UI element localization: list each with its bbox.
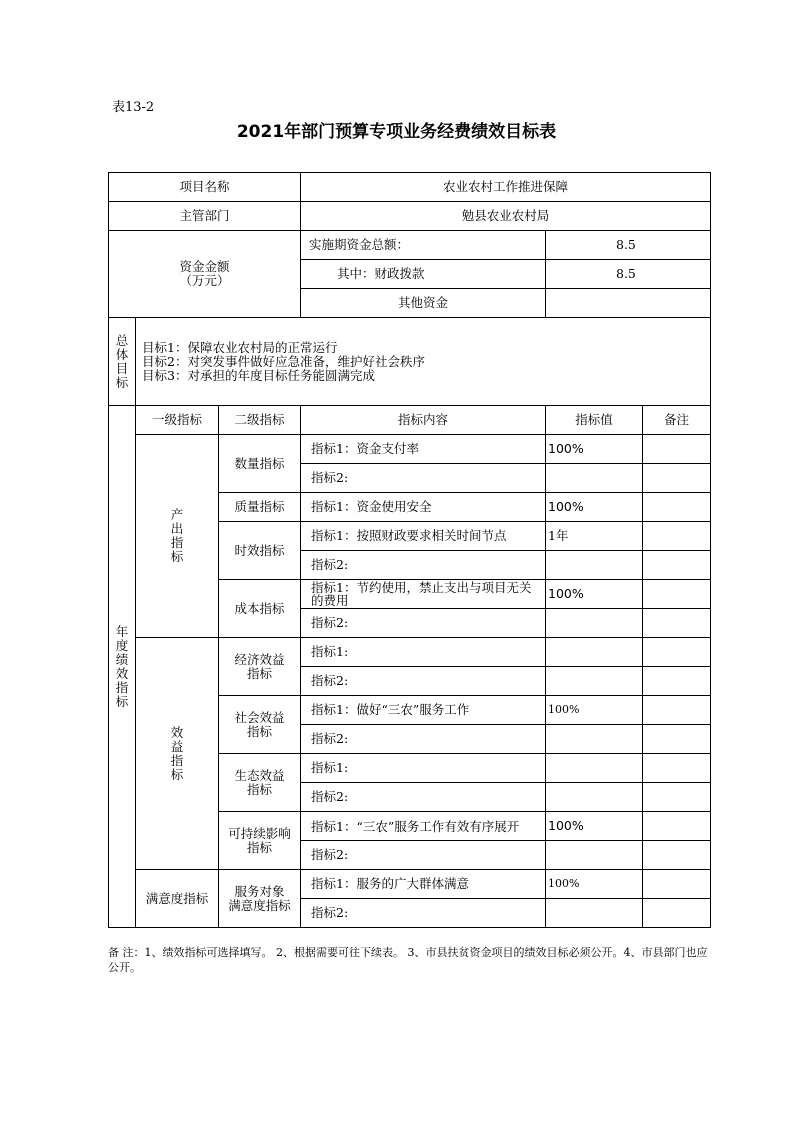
fund-amount-label-line2: （万元）	[179, 273, 230, 288]
project-name-value: 农业农村工作推进保障	[301, 173, 711, 202]
row-department	[109, 202, 711, 231]
remark-cell	[643, 899, 711, 928]
indicator-value	[546, 899, 643, 928]
indicator-content: 指标2:	[301, 783, 546, 812]
indicator-content: 指标1：节约使用，禁止支出与项目无关的费用	[301, 580, 546, 609]
indicator-content: 指标2:	[301, 609, 546, 638]
performance-table	[108, 172, 711, 928]
table-row	[109, 435, 711, 464]
remark-cell	[643, 870, 711, 899]
indicator-content: 指标1:	[301, 754, 546, 783]
remark-cell	[643, 812, 711, 841]
row-overall-goals	[109, 318, 711, 406]
header-level2: 二级指标	[219, 406, 301, 435]
fund-other-label: 其他资金	[301, 289, 546, 318]
ecological-benefit-indicator: 生态效益 指标	[219, 754, 301, 812]
remark-cell	[643, 580, 711, 609]
remark-cell	[643, 725, 711, 754]
indicator-value	[546, 638, 643, 667]
indicator-content: 指标1：服务的广大群体满意	[301, 870, 546, 899]
overall-goal-label: 总 体 目 标	[109, 318, 136, 406]
sustainable-impact-indicator: 可持续影响 指标	[219, 812, 301, 870]
header-level1: 一级指标	[136, 406, 219, 435]
indicator-value	[546, 667, 643, 696]
indicator-content: 指标1：资金支付率	[301, 435, 546, 464]
fund-amount-label-line1: 资金金额	[179, 259, 230, 274]
indicator-value	[546, 464, 643, 493]
benefit-indicator-label: 效 益 指 标	[136, 638, 219, 870]
overall-goals-text	[136, 318, 711, 406]
remark-cell	[643, 754, 711, 783]
remark-cell	[643, 696, 711, 725]
indicator-value	[546, 841, 643, 870]
project-name-label: 项目名称	[109, 173, 301, 202]
department-label: 主管部门	[109, 202, 301, 231]
department-value: 勉县农业农村局	[301, 202, 711, 231]
indicator-content: 指标2:	[301, 667, 546, 696]
annual-indicator-label: 年 度 绩 效 指 标	[109, 406, 136, 928]
indicator-value: 100%	[546, 580, 643, 609]
cost-indicator: 成本指标	[219, 580, 301, 638]
remark-cell	[643, 667, 711, 696]
indicator-content: 指标1：做好“三农”服务工作	[301, 696, 546, 725]
goal-1: 目标1：保障农业农村局的正常运行	[142, 339, 338, 355]
table-number: 表13-2	[112, 100, 155, 115]
indicator-value	[546, 783, 643, 812]
indicator-value	[546, 725, 643, 754]
indicator-content: 指标2:	[301, 899, 546, 928]
quantity-indicator: 数量指标	[219, 435, 301, 493]
row-headers	[109, 406, 711, 435]
goal-2: 目标2：对突发事件做好应急准备，维护好社会秩序	[142, 353, 425, 369]
fund-fiscal-label: 其中：财政拨款	[301, 260, 546, 289]
economic-benefit-indicator: 经济效益 指标	[219, 638, 301, 696]
fund-other-value	[546, 289, 711, 318]
remark-cell	[643, 638, 711, 667]
remark-cell	[643, 522, 711, 551]
remark-cell	[643, 493, 711, 522]
fund-fiscal-value: 8.5	[546, 260, 711, 289]
fund-total-value: 8.5	[546, 231, 711, 260]
table-row	[109, 870, 711, 899]
indicator-value: 1年	[546, 522, 643, 551]
time-indicator: 时效指标	[219, 522, 301, 580]
indicator-content: 指标1：资金使用安全	[301, 493, 546, 522]
indicator-value: 100%	[546, 870, 643, 899]
indicator-content: 指标2:	[301, 841, 546, 870]
fund-total-label: 实施期资金总额：	[301, 231, 546, 260]
indicator-value	[546, 609, 643, 638]
row-fund-total	[109, 231, 711, 260]
remark-cell	[643, 464, 711, 493]
row-project-name	[109, 173, 711, 202]
quality-indicator: 质量指标	[219, 493, 301, 522]
indicator-value: 100%	[546, 493, 643, 522]
table-row	[109, 638, 711, 667]
remark-cell	[643, 435, 711, 464]
indicator-content: 指标1：按照财政要求相关时间节点	[301, 522, 546, 551]
remark-cell	[643, 841, 711, 870]
fund-amount-label	[109, 231, 301, 318]
output-indicator-label: 产 出 指 标	[136, 435, 219, 638]
indicator-content: 指标2:	[301, 551, 546, 580]
social-benefit-indicator: 社会效益 指标	[219, 696, 301, 754]
header-value: 指标值	[546, 406, 643, 435]
indicator-value: 100%	[546, 696, 643, 725]
goal-3: 目标3：对承担的年度目标任务能圆满完成	[142, 367, 375, 383]
page-title: 2021年部门预算专项业务经费绩效目标表	[236, 122, 557, 142]
header-content: 指标内容	[301, 406, 546, 435]
remark-cell	[643, 551, 711, 580]
indicator-content: 指标1：“三农”服务工作有效有序展开	[301, 812, 546, 841]
indicator-content: 指标2:	[301, 725, 546, 754]
indicator-value: 100%	[546, 435, 643, 464]
satisfaction-indicator-label: 满意度指标	[136, 870, 219, 928]
service-satisfaction-indicator: 服务对象 满意度指标	[219, 870, 301, 928]
header-remark: 备注	[643, 406, 711, 435]
indicator-content: 指标2:	[301, 464, 546, 493]
indicator-value: 100%	[546, 812, 643, 841]
footnote: 备 注：1、绩效指标可选择填写。 2、根据需要可往下续表。 3、市县扶贫资金项目的绩效目标必须公开。4、市县部门也应公开。	[108, 946, 708, 974]
indicator-value	[546, 754, 643, 783]
indicator-content: 指标1:	[301, 638, 546, 667]
indicator-value	[546, 551, 643, 580]
remark-cell	[643, 783, 711, 812]
remark-cell	[643, 609, 711, 638]
